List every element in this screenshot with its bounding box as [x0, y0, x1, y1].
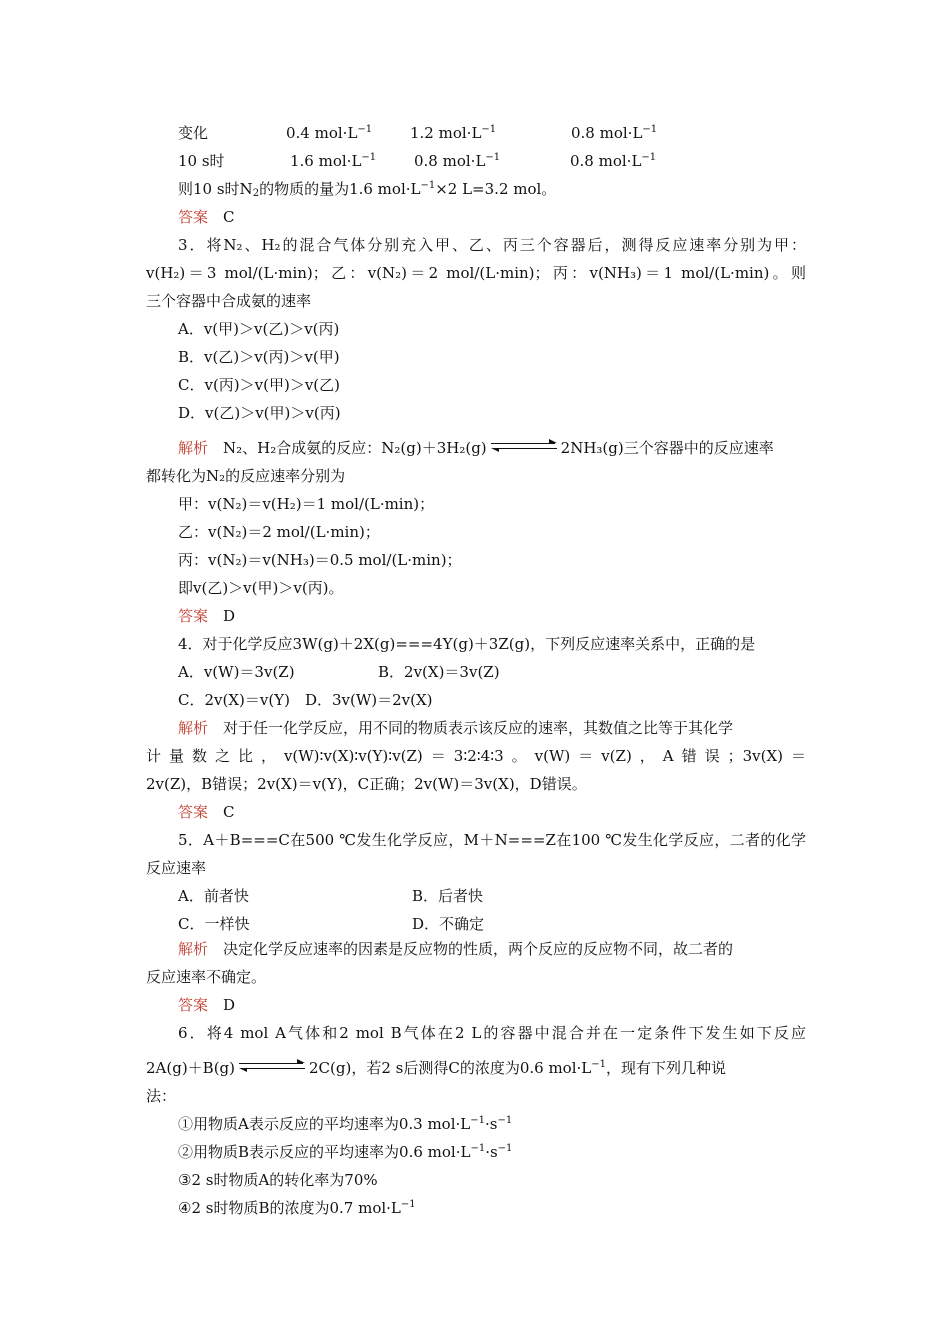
q4-answer: 答案 C	[178, 803, 235, 821]
row-change-c2: 1.2 $mol\cdot L^{-1}$	[410, 124, 497, 142]
q4-analysis-line3: 2v(Z)，B错误；2v(X)＝v(Y)，C正确；2v(W)＝3v(X)，D错误。	[146, 775, 587, 793]
q3-option-c: C．v(丙)＞v(甲)＞v(乙)	[178, 376, 341, 394]
q6-stem-line3: 法：	[146, 1087, 177, 1105]
q5-stem-line2: 反应速率	[146, 859, 207, 877]
answer-label: 答案	[178, 607, 209, 625]
q4-analysis-line2: 计量数之比，v(W)∶v(X)∶v(Y)∶v(Z)＝3∶2∶4∶3。v(W)＝v(Z)，A错误；3v(X)＝	[146, 747, 806, 765]
q6-statement-4: ④2 s时物质B的浓度为0.7 $mol\cdot L^{-1}$	[178, 1199, 416, 1217]
analysis-label: 解析	[178, 940, 209, 958]
q6-statement-2: ②用物质B表示反应的平均速率为0.6 $mol\cdot L^{-1}\cdot s^{-1}$	[178, 1143, 513, 1161]
q3-analysis-line3: 甲：v(N₂)＝v(H₂)＝1 mol/(L·min)；	[178, 495, 435, 513]
row-10s-c2: 0.8 $mol\cdot L^{-1}$	[414, 152, 501, 170]
q3-stem-line1: 3．将N₂、H₂的混合气体分别充入甲、乙、丙三个容器后，测得反应速率分别为甲：	[178, 236, 806, 254]
answer-label: 答案	[178, 208, 209, 226]
q5-option-c: C．一样快	[178, 915, 250, 933]
q5-analysis-line2: 反应速率不确定。	[146, 968, 267, 986]
q4-option-b: B．2v(X)＝3v(Z)	[378, 663, 500, 681]
q2-calculation: 则10 s时$N_2$的物质的量为1.6 $mol\cdot L^{-1}\times 2$ L=3.2 mol。	[178, 180, 557, 199]
row-change-label: 变化	[178, 124, 209, 142]
equilibrium-arrow-icon	[491, 440, 557, 454]
q3-analysis-line6: 即v(乙)＞v(甲)＞v(丙)。	[178, 579, 344, 597]
q3-stem-line2: v(H₂)＝3 mol/(L·min)；乙：v(N₂)＝2 mol/(L·min)；丙：v(NH₃)＝1 mol/(L·min)。则	[146, 264, 806, 282]
q5-answer: 答案 D	[178, 996, 236, 1014]
q4-stem: 4．对于化学反应3W(g)＋2X(g)===4Y(g)＋3Z(g)，下列反应速率关系中，正确的是	[178, 635, 756, 653]
q5-option-d: D．不确定	[412, 915, 485, 933]
q6-stem-line2: 2A(g)＋B(g) 2C(g)，若2 s后测得C的浓度为0.6 $mol\cdot L^{-1}$，现有下列几种说	[146, 1059, 726, 1077]
q4-option-cd: C．2v(X)＝v(Y) D．3v(W)＝2v(X)	[178, 691, 433, 709]
analysis-label: 解析	[178, 439, 209, 457]
q3-analysis-line1: 解析 N₂、H₂合成氨的反应：N₂(g)＋3H₂(g) 2NH₃(g)三个容器中的反应速率	[178, 439, 774, 457]
analysis-label: 解析	[178, 719, 209, 737]
row-change-c3: 0.8 $mol\cdot L^{-1}$	[571, 124, 658, 142]
q3-analysis-line4: 乙：v(N₂)＝2 mol/(L·min)；	[178, 523, 380, 541]
row-10s-c3: 0.8 $mol\cdot L^{-1}$	[570, 152, 657, 170]
q3-option-a: A．v(甲)＞v(乙)＞v(丙)	[178, 320, 340, 338]
row-change-c1: 0.4 $mol\cdot L^{-1}$	[286, 124, 373, 142]
q5-analysis-line1: 解析 决定化学反应速率的因素是反应物的性质，两个反应的反应物不同，故二者的	[178, 940, 734, 958]
q3-option-b: B．v(乙)＞v(丙)＞v(甲)	[178, 348, 340, 366]
equilibrium-arrow-icon	[239, 1060, 305, 1074]
q5-option-b: B．后者快	[412, 887, 484, 905]
row-10s-c1: 1.6 $mol\cdot L^{-1}$	[290, 152, 377, 170]
q6-statement-1: ①用物质A表示反应的平均速率为0.3 $mol\cdot L^{-1}\cdot s^{-1}$	[178, 1115, 513, 1133]
q5-option-a: A．前者快	[178, 887, 249, 905]
q6-statement-3: ③2 s时物质A的转化率为70%	[178, 1171, 378, 1189]
q6-stem-line1: 6．将4 mol A气体和2 mol B气体在2 L的容器中混合并在一定条件下发生如下反应	[178, 1024, 806, 1042]
q4-analysis-line1: 解析 对于任一化学反应，用不同的物质表示该反应的速率，其数值之比等于其化学	[178, 719, 734, 737]
q5-stem-line1: 5．A＋B===C在500 ℃发生化学反应，M＋N===Z在100 ℃发生化学反应，二者的化学	[178, 831, 806, 849]
row-10s-label: 10 s时	[178, 152, 225, 170]
q3-option-d: D．v(乙)＞v(甲)＞v(丙)	[178, 404, 341, 422]
answer-label: 答案	[178, 803, 209, 821]
q4-option-a: A．v(W)＝3v(Z)	[178, 663, 295, 681]
q3-stem-line3: 三个容器中合成氨的速率	[146, 292, 312, 310]
q3-answer: 答案 D	[178, 607, 236, 625]
q3-analysis-line5: 丙：v(N₂)＝v(NH₃)＝0.5 mol/(L·min)；	[178, 551, 462, 569]
q2-answer: 答案 C	[178, 208, 235, 226]
answer-label: 答案	[178, 996, 209, 1014]
q3-analysis-line2: 都转化为N₂的反应速率分别为	[146, 467, 346, 485]
